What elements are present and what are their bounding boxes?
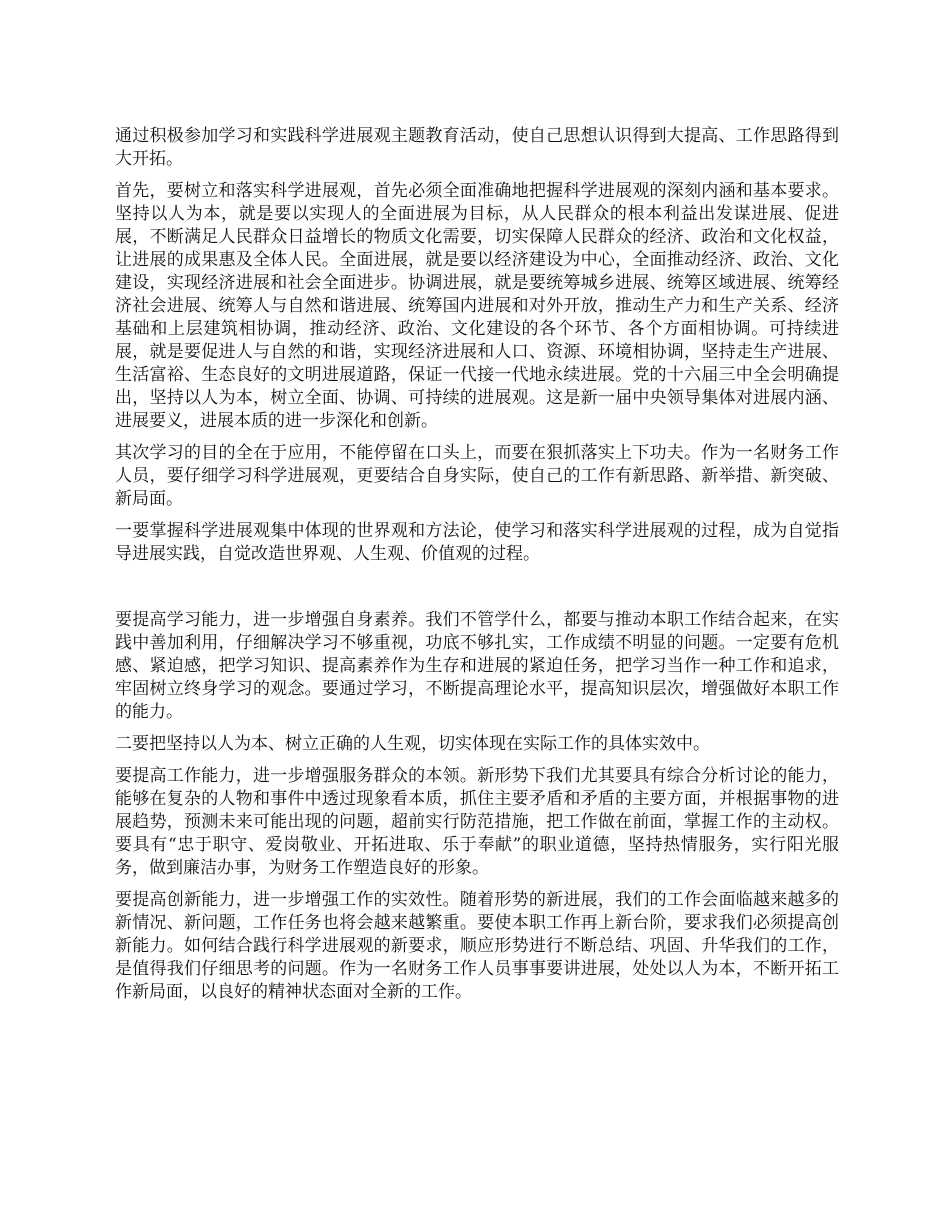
document-body <box>115 125 839 1013</box>
paragraph-intro: 通过积极参加学习和实践科学进展观主题教育活动，使自己思想认识得到大提高、工作思路得到大开拓。 <box>115 126 839 169</box>
paragraph-worldview: 一要掌握科学进展观集中体现的世界观和方法论，使学习和落实科学进展观的过程，成为自觉指导进展实践，自觉改造世界观、人生观、价值观的过程。 <box>115 521 839 564</box>
paragraph-people-oriented: 二要把坚持以人为本、树立正确的人生观，切实体现在实际工作的具体实效中。 <box>115 734 710 754</box>
paragraph-learning-ability: 要提高学习能力，进一步增强自身素养。我们不管学什么，都要与推动本职工作结合起来，在实践中善加利用，仔细解决学习不够重视，功底不够扎实，工作成绩不明显的问题。一定要有危机感、紧迫感，把学习知识、提高素养作为生存和进展的紧迫任务，把学习当作一种工作和追求，牢固树立终身学习的观念。要通过学习，不断提高理论水平，提高知识层次，增强做好本职工作的能力。 <box>115 610 839 722</box>
paragraph-work-ability: 要提高工作能力，进一步增强服务群众的本领。新形势下我们尤其要具有综合分析讨论的能力，能够在复杂的人物和事件中透过现象看本质，抓住主要矛盾和矛盾的主要方面，并根据事物的进展趋势，预测未来可能出现的问题，超前实行防范措施，把工作做在前面，掌握工作的主动权。要具有“忠于职守、爱岗敬业、开拓进取、乐于奉献”的职业道德，坚持热情服务，实行阳光服务，做到廉洁办事，为财务工作塑造良好的形象。 <box>115 766 839 878</box>
paragraph-spacer <box>115 575 839 609</box>
paragraph-scientific-development: 首先，要树立和落实科学进展观，首先必须全面准确地把握科学进展观的深刻内涵和基本要求。坚持以人为本，就是要以实现人的全面进展为目标，从人民群众的根本利益出发谋进展、促进展，不断满足人民群众日益增长的物质文化需要，切实保障人民群众的经济、政治和文化权益，让进展的成果惠及全体人民。全面进展，就是要以经济建设为中心，全面推动经济、政治、文化建设，实现经济进展和社会全面进步。协调进展，就是要统筹城乡进展、统筹区域进展、统筹经济社会进展、统筹人与自然和谐进展、统筹国内进展和对外开放，推动生产力和生产关系、经济基础和上层建筑相协调，推动经济、政治、文化建设的各个环节、各个方面相协调。可持续进展，就是要促进人与自然的和谐，实现经济进展和人口、资源、环境相协调，坚持走生产进展、生活富裕、生态良好的文明进展道路，保证一代接一代地永续进展。党的十六届三中全会明确提出，坚持以人为本，树立全面、协调、可持续的进展观。这是新一届中央领导集体对进展内涵、进展要义，进展本质的进一步深化和创新。 <box>115 181 839 431</box>
paragraph-application: 其次学习的目的全在于应用，不能停留在口头上，而要在狠抓落实上下功夫。作为一名财务工作人员，要仔细学习科学进展观，更要结合自身实际，使自己的工作有新思路、新举措、新突破、新局面。 <box>115 443 839 509</box>
paragraph-innovation-ability: 要提高创新能力，进一步增强工作的实效性。随着形势的新进展，我们的工作会面临越来越多的新情况、新问题，工作任务也将会越来越繁重。要使本职工作再上新台阶，要求我们必须提高创新能力。如何结合践行科学进展观的新要求，顺应形势进行不断总结、巩固、升华我们的工作，是值得我们仔细思考的问题。作为一名财务工作人员事事要讲进展，处处以人为本，不断开拓工作新局面，以良好的精神状态面对全新的工作。 <box>115 890 839 1002</box>
